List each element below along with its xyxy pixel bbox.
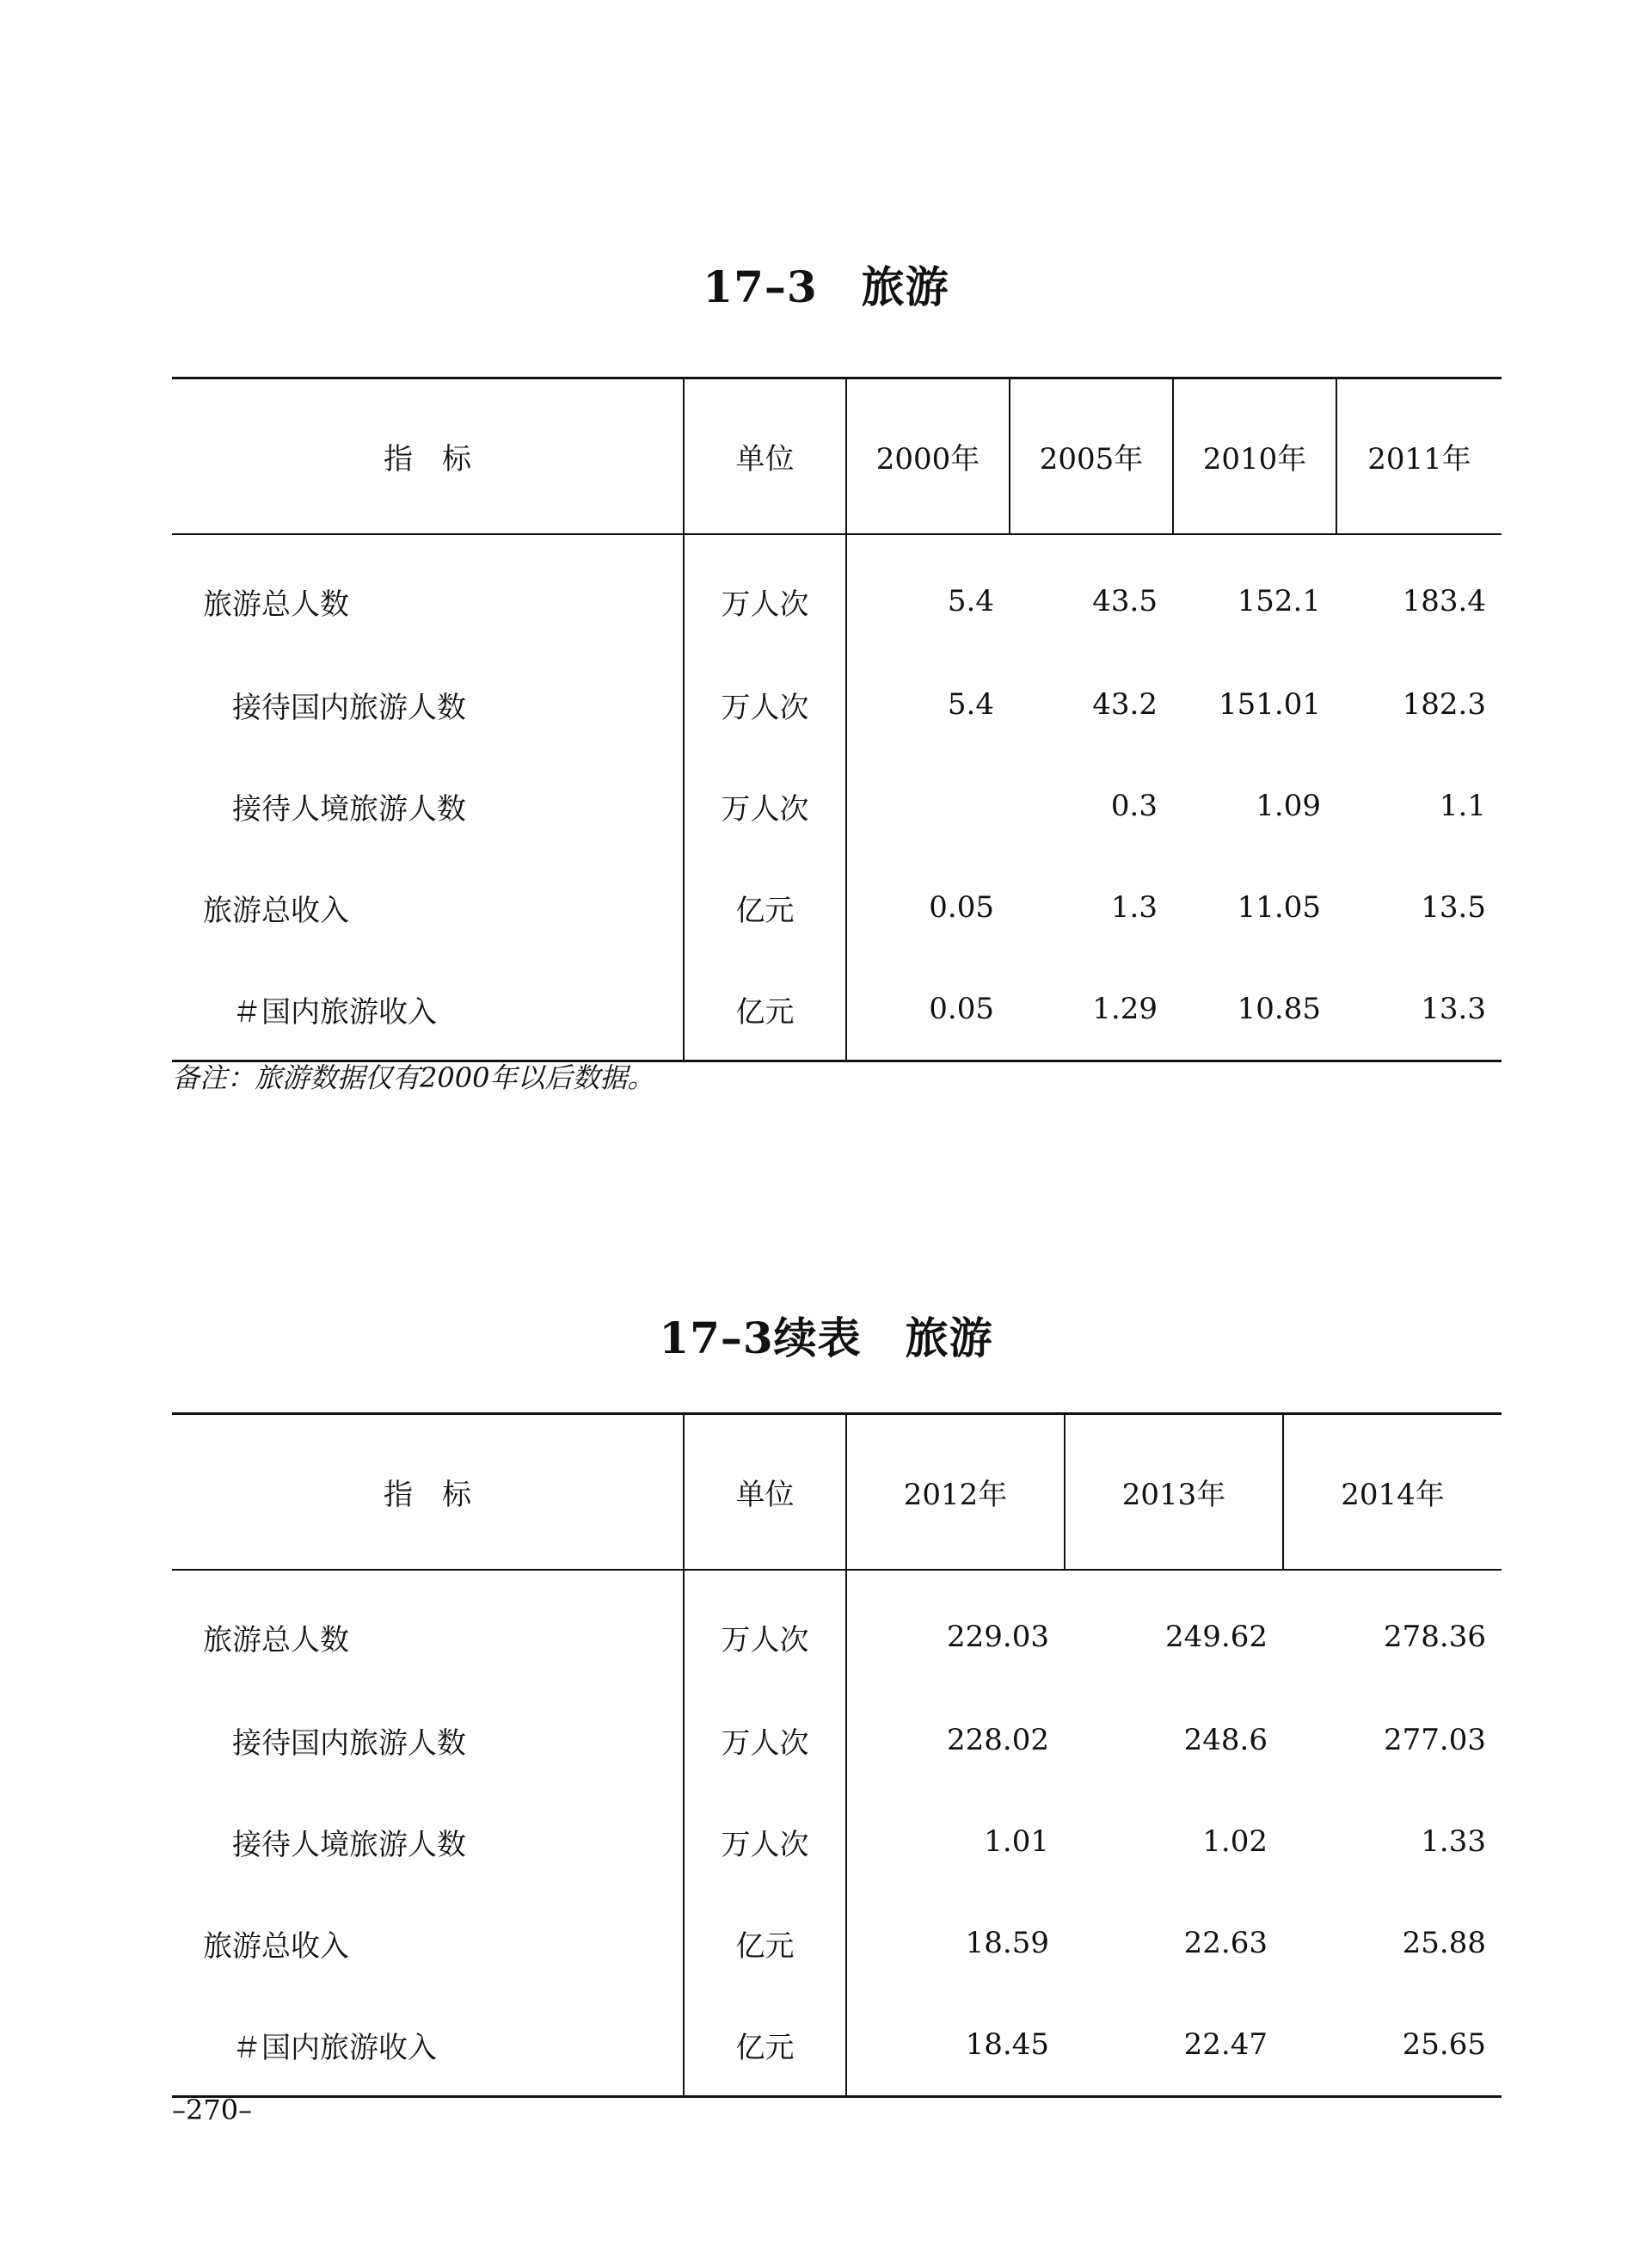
header-year: 2014年	[1283, 1414, 1502, 1571]
cell-value: 25.88	[1402, 1926, 1486, 1960]
table-row	[172, 1570, 1502, 1689]
cell-value: 43.2	[1092, 687, 1158, 722]
cell-value: 228.02	[846, 1689, 1065, 1791]
row-name: 接待人境旅游人数	[232, 791, 466, 827]
cell-value: 11.05	[1237, 890, 1321, 925]
header-year: 2010年	[1173, 378, 1336, 535]
table-row	[172, 958, 1502, 1061]
row-unit: 万人次	[684, 654, 846, 755]
cell-value: 0.05	[846, 958, 1010, 1061]
row-unit: 亿元	[684, 1892, 846, 1994]
cell-value: 18.59	[846, 1892, 1065, 1994]
row-unit: 亿元	[684, 958, 846, 1061]
table1	[172, 377, 1502, 1062]
cell-value: 0.3	[1110, 789, 1158, 823]
cell-value: 1.29	[1010, 958, 1173, 1061]
table2-title: 17–3续表 旅游	[659, 1313, 993, 1363]
table-row	[172, 1689, 1502, 1791]
header-unit: 单位	[684, 1414, 846, 1571]
cell-value: 229.03	[846, 1570, 1065, 1689]
header-year: 2013年	[1065, 1414, 1283, 1571]
cell-value: 278.36	[1384, 1620, 1486, 1654]
cell-value: 13.3	[1336, 958, 1502, 1061]
cell-value: 248.6	[1183, 1723, 1268, 1757]
cell-value: 183.4	[1402, 584, 1486, 618]
cell-value: 152.1	[1237, 584, 1321, 618]
table1-title: 17–3 旅游	[703, 261, 949, 312]
table1-header-row	[172, 378, 1502, 535]
cell-value: 249.62	[1165, 1620, 1268, 1654]
row-unit: 亿元	[684, 857, 846, 958]
table2	[172, 1412, 1502, 2098]
row-name: 旅游总人数	[203, 587, 349, 622]
table-row	[172, 1994, 1502, 2097]
table-row	[172, 534, 1502, 654]
cell-value: 1.33	[1421, 1824, 1486, 1859]
header-year: 2011年	[1336, 378, 1502, 535]
cell-value: 5.4	[846, 534, 1010, 654]
row-name: 旅游总收入	[203, 1928, 349, 1964]
header-year: 2012年	[846, 1414, 1065, 1571]
cell-value: 151.01	[1219, 687, 1321, 722]
row-name: 接待国内旅游人数	[232, 1725, 466, 1761]
row-name: 接待人境旅游人数	[232, 1827, 466, 1862]
cell-value: 25.65	[1283, 1994, 1502, 2097]
cell-value: 0.05	[846, 857, 1010, 958]
cell-value: 1.09	[1256, 789, 1321, 823]
cell-value: 10.85	[1173, 958, 1336, 1061]
page-number: –270–	[172, 2094, 253, 2126]
header-indicator: 指 标	[172, 378, 684, 535]
header-indicator: 指 标	[172, 1414, 684, 1571]
cell-value: 22.63	[1183, 1926, 1268, 1960]
row-name: ＃国内旅游收入	[172, 958, 684, 1061]
header-year: 2000年	[846, 378, 1010, 535]
cell-value: 277.03	[1384, 1723, 1486, 1757]
cell-value: 182.3	[1402, 687, 1486, 722]
row-unit: 万人次	[684, 1791, 846, 1892]
header-unit: 单位	[684, 378, 846, 535]
cell-value: 1.3	[1110, 890, 1158, 925]
row-unit: 万人次	[684, 1689, 846, 1791]
row-unit: 万人次	[684, 1570, 846, 1689]
header-year: 2005年	[1010, 378, 1173, 535]
cell-value: 22.47	[1065, 1994, 1283, 2097]
cell-value: 5.4	[846, 654, 1010, 755]
row-name: 旅游总收入	[203, 893, 349, 928]
row-unit: 万人次	[684, 534, 846, 654]
row-name: ＃国内旅游收入	[172, 1994, 684, 2097]
row-name: 接待国内旅游人数	[232, 690, 466, 725]
cell-value: 1.1	[1439, 789, 1486, 823]
row-unit: 亿元	[684, 1994, 846, 2097]
table2-header-row	[172, 1414, 1502, 1571]
table-row	[172, 755, 1502, 857]
table-row	[172, 1892, 1502, 1994]
table1-note: 备注：旅游数据仅有2000年以后数据。	[172, 1061, 655, 1094]
cell-value: 18.45	[846, 1994, 1065, 2097]
cell-value: 43.5	[1092, 584, 1158, 618]
cell-value: 1.02	[1202, 1824, 1268, 1859]
row-name: 旅游总人数	[203, 1622, 349, 1657]
cell-value: 13.5	[1421, 890, 1486, 925]
table-row	[172, 1791, 1502, 1892]
table-row	[172, 857, 1502, 958]
cell-value: 1.01	[846, 1791, 1065, 1892]
table-row	[172, 654, 1502, 755]
row-unit: 万人次	[684, 755, 846, 857]
cell-value	[846, 755, 1010, 857]
